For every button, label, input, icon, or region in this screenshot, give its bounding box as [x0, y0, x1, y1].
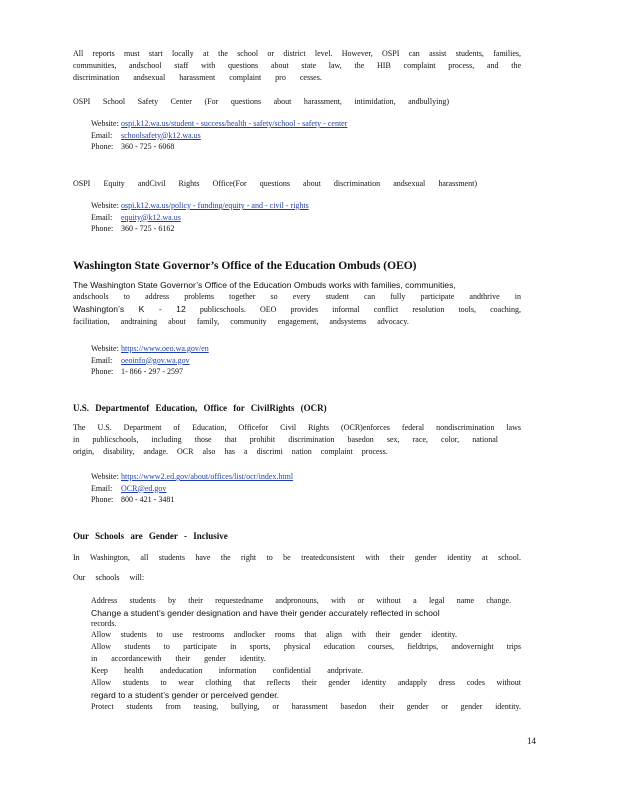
- phone-number: 800 - 421 - 3481: [121, 495, 175, 504]
- text-span: Washington’s K - 12: [73, 304, 186, 314]
- email-label: Email:: [91, 483, 113, 493]
- list-item: [73, 665, 521, 677]
- text-line: records.: [91, 619, 117, 628]
- text-line: Keep health andeducation information confidential andprivate.: [91, 666, 363, 675]
- oeo-section: [73, 259, 521, 328]
- section-title: Our Schools are Gender - Inclusive: [73, 531, 228, 541]
- oeo-contacts: [73, 343, 521, 378]
- phone-label: Phone:: [91, 142, 114, 151]
- text-line: Our schools will:: [73, 573, 145, 582]
- ospi-equity-heading: [73, 178, 477, 190]
- gender-section: [73, 530, 521, 584]
- text-line: OSPI School Safety Center (For questions about harassment, intimidation, andbullying): [73, 97, 449, 106]
- list-item: [73, 471, 521, 483]
- list-item: [73, 701, 521, 713]
- email-label: Email:: [91, 212, 113, 222]
- text-line: OSPI Equity andCivil Rights Office(For questions about discrimination andsexual harassment): [73, 179, 477, 188]
- text-line: The Washington State Governor’s Office of the Education Ombuds works with families, communities,: [73, 280, 456, 290]
- website-label: Website:: [91, 201, 119, 210]
- ocr-contacts: [73, 471, 521, 506]
- email-link[interactable]: equity@k12.wa.us: [121, 212, 181, 222]
- list-item: [73, 494, 521, 506]
- list-item: [73, 141, 521, 153]
- text-line: andschools to address problems together so every student can fully participate andthrive in: [73, 292, 521, 301]
- list-item: [73, 629, 521, 641]
- text-line: Allow students to use restrooms andlocker rooms that align with their gender identity.: [91, 630, 457, 639]
- text-line: facilitation, andtraining about family, community engagement, andsystems advocacy.: [73, 317, 409, 326]
- text-line: in publicschools, including those that prohibit discrimination basedon sex, race, color, national: [73, 435, 498, 444]
- text-line: Change a student’s gender designation and have their gender accurately reflected in school: [91, 608, 440, 618]
- list-item: [73, 130, 521, 142]
- website-label: Website:: [91, 119, 119, 128]
- text-line: regard to a student’s gender or perceived gender.: [91, 690, 280, 700]
- text-line: Allow students to wear clothing that reflects their gender identity andapply dress codes without: [91, 678, 521, 687]
- ospi-equity-contacts: [73, 200, 521, 235]
- text-line: In Washington, all students have the right to be treatedconsistent with their gender identity at school.: [73, 553, 521, 562]
- text-line: [73, 303, 521, 316]
- text-line: Address students by their requestedname andpronouns, with or without a legal name change.: [91, 596, 511, 605]
- list-item: [73, 641, 521, 665]
- list-item: [73, 223, 521, 235]
- text-line: Allow students to participate in sports, physical education courses, fieldtrips, andovernight trips: [91, 642, 521, 651]
- page-number: 14: [527, 736, 536, 746]
- ospi-safety-heading: [73, 96, 449, 108]
- email-label: Email:: [91, 355, 113, 365]
- list-item: [73, 200, 521, 212]
- email-link[interactable]: OCR@ed.gov: [121, 483, 167, 493]
- website-link[interactable]: ospi.k12.wa.us/student - success/health - safety/school - safety - center: [121, 119, 348, 128]
- website-label: Website:: [91, 472, 119, 481]
- phone-number: 1- 866 - 297 - 2597: [121, 367, 183, 376]
- phone-number: 360 - 725 - 6162: [121, 224, 175, 233]
- text-line: The U.S. Department of Education, Officefor Civil Rights (OCR)enforces federal nondiscrimination laws: [73, 423, 521, 432]
- list-item: [73, 355, 521, 367]
- text-line: Protect students from teasing, bullying, or harassment basedon their gender or gender identity.: [91, 702, 521, 711]
- email-label: Email:: [91, 130, 113, 140]
- email-link[interactable]: schoolsafety@k12.wa.us: [121, 130, 201, 140]
- list-item: [73, 595, 521, 607]
- ospi-safety-contacts: [73, 118, 521, 153]
- email-link[interactable]: oeoinfo@gov.wa.gov: [121, 355, 190, 365]
- website-link[interactable]: https://www.oeo.wa.gov/en: [121, 344, 209, 353]
- intro-paragraph: [73, 48, 521, 84]
- list-item: [73, 677, 521, 701]
- text-line: discrimination andsexual harassment complaint pro cesses.: [73, 73, 322, 82]
- ocr-section: [73, 402, 521, 458]
- text-span: publicschools. OEO provides informal conflict resolution tools, coaching,: [185, 305, 521, 314]
- list-item: [73, 118, 521, 130]
- list-item: [73, 366, 521, 378]
- section-title: Washington State Governor’s Office of the Education Ombuds (OEO): [73, 260, 417, 272]
- phone-label: Phone:: [91, 224, 114, 233]
- list-item: [73, 607, 521, 629]
- text-line: All reports must start locally at the school or district level. However, OSPI can assist students, families,: [73, 49, 521, 58]
- list-item: [73, 483, 521, 495]
- list-item: [73, 212, 521, 224]
- text-line: in accordancewith their gender identity.: [91, 654, 266, 663]
- website-label: Website:: [91, 344, 119, 353]
- phone-number: 360 - 725 - 6068: [121, 142, 175, 151]
- gender-commitments-list: [73, 595, 521, 713]
- list-item: [73, 343, 521, 355]
- website-link[interactable]: ospi.k12.wa.us/policy - funding/equity - and - civil - rights: [121, 201, 309, 210]
- text-line: communities, andschool staff with questions about state law, the HIB complaint process, and the: [73, 61, 521, 70]
- website-link[interactable]: https://www2.ed.gov/about/offices/list/ocr/index.html: [121, 472, 294, 481]
- section-title: U.S. Departmentof Education, Office for CivilRights (OCR): [73, 403, 327, 413]
- phone-label: Phone:: [91, 495, 114, 504]
- phone-label: Phone:: [91, 367, 114, 376]
- text-line: origin, disability, andage. OCR also has a discrimi nation complaint process.: [73, 447, 388, 456]
